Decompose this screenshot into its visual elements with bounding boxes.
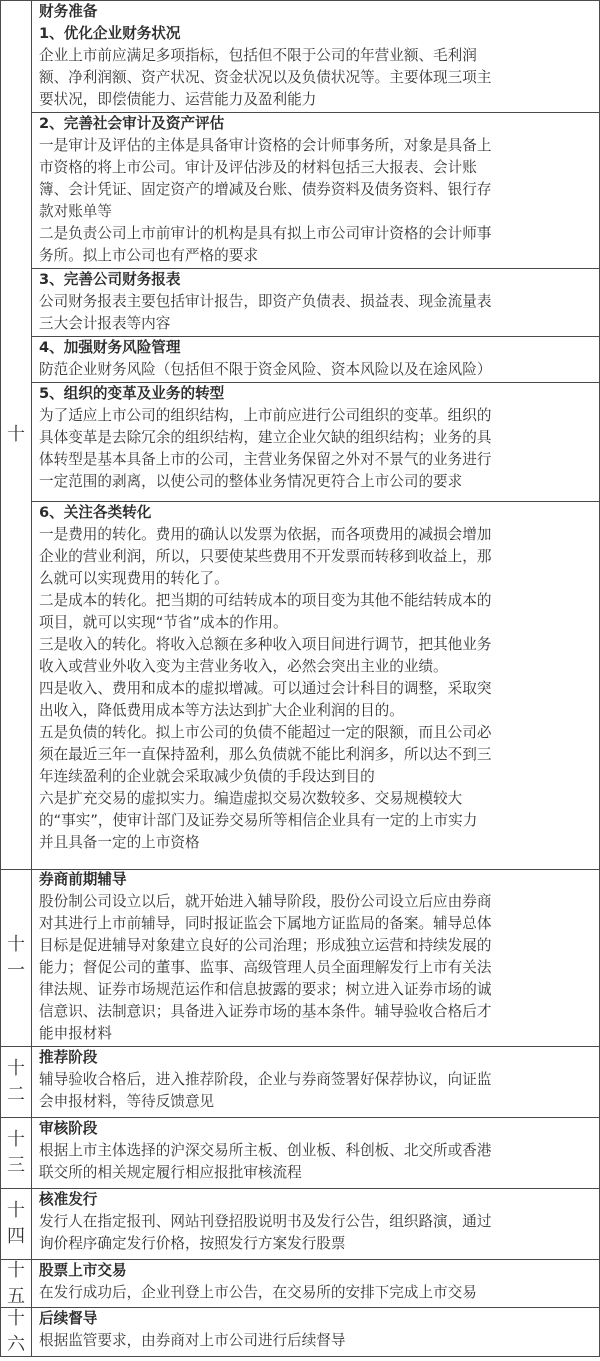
subsection-body	[31, 291, 599, 335]
text-line: 四是收入、费用和成本的虚拟增减。可以通过会计科目的调整，采取突	[39, 680, 492, 697]
text-line: 须在最近三年一直保持盈利，那么负债就不能比利润多，所以达不到三	[39, 746, 492, 763]
stage-cell	[31, 1118, 599, 1188]
stage-title: 股票上市交易	[39, 1262, 127, 1279]
row-content	[31, 1, 600, 869]
text-line: 信意识、法制意识；具备进入证券市场的基本条件。辅导验收合格后才	[39, 1003, 492, 1020]
row-number-char-1: 十四	[6, 1200, 25, 1247]
stage-body	[31, 1140, 599, 1184]
row-number-char-1: 十三	[6, 1129, 25, 1176]
text-line: 收入或营业外收入变为主营业务收入，必然会突出主业的业绩。	[39, 658, 448, 675]
row-content	[31, 1260, 600, 1307]
text-line: 在发行成功后，企业刊登上市公告，在交易所的安排下完成上市交易	[39, 1284, 477, 1301]
text-line: 年连续盈利的企业就会采取减少负债的手段达到目的	[39, 768, 375, 785]
text-line: 询价程序确定发行价格，按照发行方案发行股票	[39, 1235, 346, 1252]
row-content	[31, 1308, 600, 1356]
row-content	[31, 1047, 600, 1117]
subsection-body	[31, 405, 599, 493]
text-line: 为了适应上市公司的组织结构，上市前应进行公司组织的变革。组织的	[39, 407, 492, 424]
text-line: 要状况，即偿债能力、运营能力及盈利能力	[39, 91, 317, 108]
row-number	[0, 1308, 32, 1356]
text-line: 二是成本的转化。把当期的可结转成本的项目变为其他不能结转成本的	[39, 592, 492, 609]
text-line: 一是费用的转化。费用的确认以发票为依据，而各项费用的减损会增加	[39, 526, 492, 543]
text-line: 公司财务报表主要包括审计报告，即资产负债表、损益表、现金流量表	[39, 293, 492, 310]
row-content	[31, 869, 600, 1046]
row-number	[0, 1118, 32, 1188]
text-line: 联交所的相关规定履行相应报批审核流程	[39, 1164, 302, 1181]
table-row-stage-12	[0, 1047, 600, 1118]
text-line: 股份制公司设立以后，就开始进入辅导阶段，股份公司设立后应由券商	[39, 893, 492, 910]
text-line: 三大会计报表等内容	[39, 315, 171, 332]
text-line: 能申报材料	[39, 1025, 112, 1042]
subsection-4	[31, 337, 599, 383]
text-line: 防范企业财务风险（包括但不限于资金风险、资本风险以及在途风险）	[39, 361, 492, 378]
stage-cell	[31, 1308, 599, 1356]
text-line: 五是负债的转化。拟上市公司的负债不能超过一定的限额，而且公司必	[39, 724, 492, 741]
subsection-5	[31, 383, 599, 502]
text-line: 具体变革是去除冗余的组织结构，建立企业欠缺的组织结构；业务的具	[39, 429, 492, 446]
subsection-body	[31, 45, 599, 111]
text-line: 根据监管要求，由券商对上市公司进行后续督导	[39, 1332, 346, 1349]
subsection-1	[31, 23, 599, 113]
stage-title: 后续督导	[39, 1310, 98, 1327]
text-line: 能力；督促公司的董事、监事、高级管理人员全面理解发行上市有关法	[39, 959, 492, 976]
row-number-char-1: 十六	[6, 1308, 25, 1355]
stage-body	[31, 1282, 599, 1304]
row-number-char-1: 十一	[6, 933, 25, 981]
text-line: 额、净利润额、资产状况、资金状况以及负债状况等。主要体现三项主	[39, 69, 492, 86]
text-line: 六是扩充交易的虚拟实力。编造虚拟交易次数较多、交易规模较大	[39, 790, 463, 807]
stage-cell	[31, 869, 599, 1046]
stage-cell	[31, 1047, 599, 1117]
text-line: 企业的营业利润，所以，只要使某些费用不开发票而转移到收益上，那	[39, 548, 492, 565]
subsection-body	[31, 135, 599, 267]
text-line: 并且具备一定的上市资格	[39, 834, 200, 851]
text-line: 三是收入的转化。将收入总额在多种收入项目间进行调节，把其他业务	[39, 636, 492, 653]
subsection-title: 5、组织的变革及业务的转型	[39, 385, 225, 402]
table-row-stage-11	[0, 869, 600, 1047]
text-line: 根据上市主体选择的沪深交易所主板、创业板、科创板、北交所或香港	[39, 1142, 492, 1159]
stage-body	[31, 1211, 599, 1255]
stage-title: 券商前期辅导	[39, 871, 127, 888]
text-line: 律法规、证券市场规范运作和信息披露的要求；树立进入证券市场的诚	[39, 981, 492, 998]
table-row-stage-14	[0, 1189, 600, 1260]
row-number	[0, 1189, 32, 1259]
subsection-title: 6、关注各类转化	[39, 504, 152, 521]
text-line: 企业上市前应满足多项指标，包括但不限于公司的年营业额、毛利润	[39, 47, 477, 64]
stage-cell	[31, 1260, 599, 1307]
row-number	[0, 1047, 32, 1117]
stage-title: 审核阶段	[39, 1120, 98, 1137]
stage-body	[31, 891, 599, 1045]
text-line: 的“事实”，使审计部门及证券交易所等相信企业具有一定的上市实力	[39, 812, 478, 829]
text-line: 务所。拟上市公司也有严格的要求	[39, 247, 258, 264]
subsection-title: 4、加强财务风险管理	[39, 339, 181, 356]
row-content	[31, 1189, 600, 1259]
text-line: 出收入，降低费用成本等方法达到扩大企业利润的目的。	[39, 702, 404, 719]
row-number-text: 十	[7, 424, 25, 445]
subsection-title: 1、优化企业财务状况	[39, 25, 181, 42]
row-number	[0, 869, 32, 1046]
stage-title: 推荐阶段	[39, 1049, 98, 1066]
row-number-char-1: 十二	[6, 1058, 25, 1105]
row-number	[0, 1, 32, 869]
text-line: 会申报材料，等待反馈意见	[39, 1093, 215, 1110]
text-line: 簿、会计凭证、固定资产的增减及台账、债券资料及债务资料、银行存	[39, 181, 492, 198]
table-row-stage-13	[0, 1118, 600, 1189]
table-row-stage-16	[0, 1308, 600, 1357]
text-line: 目标是促进辅导对象建立良好的公司治理；形成独立运营和持续发展的	[39, 937, 492, 954]
stage-cell	[31, 1189, 599, 1259]
text-line: 对其进行上市前辅导，同时报证监会下属地方证监局的备案。辅导总体	[39, 915, 492, 932]
stage-body	[31, 1069, 599, 1113]
text-line: 一定范围的剥离，以使公司的整体业务情况更符合上市公司的要求	[39, 473, 463, 490]
row-content	[31, 1118, 600, 1188]
text-line: 项目，就可以实现“节省”成本的作用。	[39, 614, 288, 631]
subsection-body	[31, 524, 599, 854]
subsection-2	[31, 113, 599, 269]
section-title: 财务准备	[39, 3, 98, 20]
text-line: 体转型是基本具备上市的公司，主营业务保留之外对不景气的业务进行	[39, 451, 492, 468]
table-row-stage-15	[0, 1260, 600, 1308]
text-line: 辅导验收合格后，进入推荐阶段，企业与券商签署好保荐协议，向证监	[39, 1071, 492, 1088]
subsection-6	[31, 502, 599, 868]
subsection-title: 2、完善社会审计及资产评估	[39, 115, 225, 132]
text-line: 一是审计及评估的主体是具备审计资格的会计师事务所，对象是具备上	[39, 137, 492, 154]
row-number	[0, 1260, 32, 1307]
text-line: 二是负责公司上市前审计的机构是具有拟上市公司审计资格的会计师事	[39, 225, 492, 242]
text-line: 么就可以实现费用的转化了。	[39, 570, 229, 587]
subsection-title: 3、完善公司财务报表	[39, 271, 181, 288]
subsection-3	[31, 269, 599, 337]
stage-title: 核准发行	[39, 1191, 98, 1208]
text-line: 市资格的将上市公司。审计及评估涉及的材料包括三大报表、会计账	[39, 159, 477, 176]
text-line: 发行人在指定报刊、网站刊登招股说明书及发行公告，组织路演，通过	[39, 1213, 492, 1230]
row-number-char-1: 十五	[6, 1259, 25, 1307]
subsection-body	[31, 359, 599, 381]
stage-body	[31, 1330, 599, 1352]
text-line: 款对账单等	[39, 203, 112, 220]
